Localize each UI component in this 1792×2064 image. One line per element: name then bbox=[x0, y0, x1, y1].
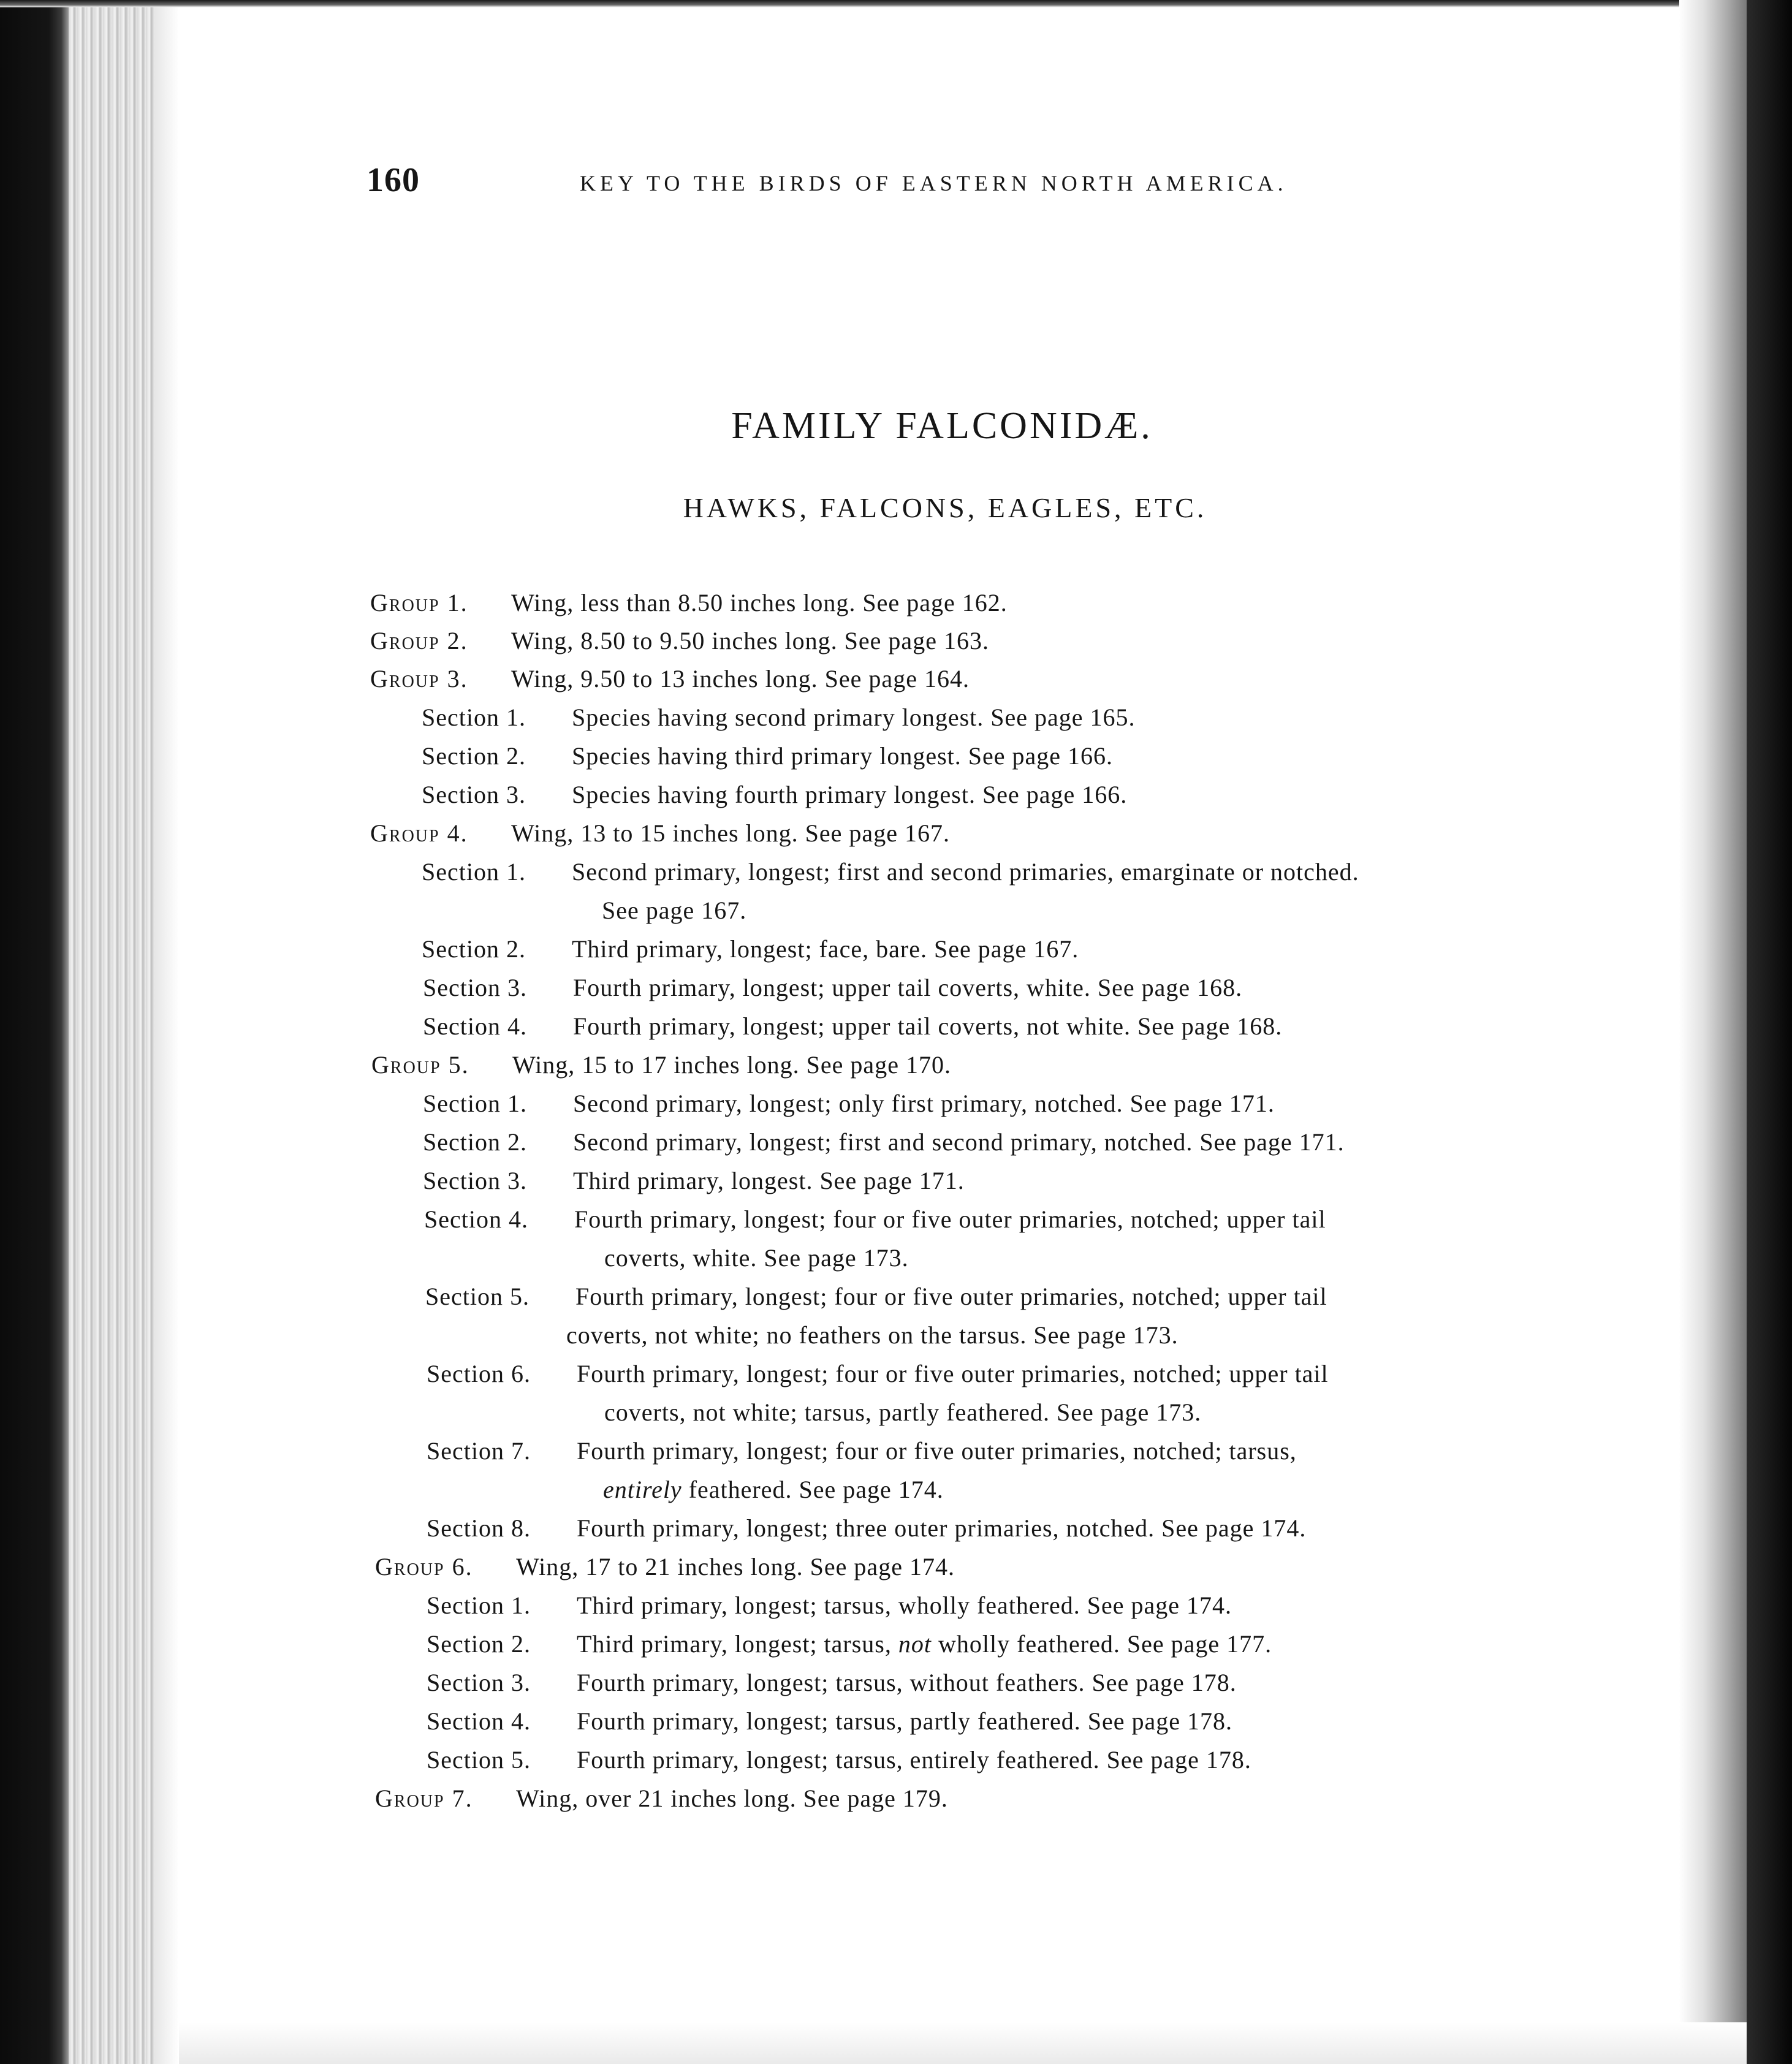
key-entry-section bbox=[422, 739, 1113, 773]
key-entry-section bbox=[422, 778, 1127, 812]
key-entry-section bbox=[423, 1009, 1282, 1044]
key-entry-continuation: See page 167. bbox=[602, 897, 747, 924]
key-text: Fourth primary, longest; four or five outer primaries, notched; upper tail bbox=[574, 1205, 1326, 1233]
key-text: Second primary, longest; first and second primary, notched. See page 171. bbox=[573, 1128, 1345, 1156]
key-text-italic: entirely bbox=[603, 1476, 682, 1503]
key-label: Section 3. bbox=[422, 781, 526, 808]
key-text: Wing, 17 to 21 inches long. See page 174. bbox=[516, 1553, 955, 1580]
key-text-italic: not bbox=[898, 1630, 932, 1658]
key-entry-section bbox=[427, 1704, 1232, 1739]
key-text: Third primary, longest. See page 171. bbox=[573, 1167, 965, 1194]
key-text: Wing, less than 8.50 inches long. See page 162. bbox=[511, 589, 1008, 617]
key-entry-section bbox=[427, 1357, 1329, 1391]
key-label: Section 2. bbox=[427, 1630, 531, 1658]
key-text: Wing, 13 to 15 inches long. See page 167. bbox=[511, 819, 950, 847]
key-label: Section 3. bbox=[423, 1167, 527, 1194]
key-entry-section bbox=[423, 1125, 1345, 1159]
key-label: Section 4. bbox=[427, 1707, 531, 1735]
key-entry-section bbox=[423, 1164, 965, 1198]
key-text: feathered. See page 174. bbox=[681, 1476, 944, 1503]
key-entry-section bbox=[427, 1511, 1306, 1546]
key-entry-group bbox=[371, 1048, 951, 1082]
family-title: FAMILY FALCONIDÆ. bbox=[731, 405, 1153, 447]
key-label: Section 3. bbox=[427, 1669, 531, 1696]
key-entry-section bbox=[423, 971, 1242, 1005]
key-text: Fourth primary, longest; four or five outer primaries, notched; upper tail bbox=[577, 1360, 1329, 1387]
key-entry-section bbox=[422, 700, 1136, 735]
key-label: Group 5. bbox=[371, 1051, 469, 1079]
key-text: Species having fourth primary longest. See page 166. bbox=[572, 781, 1128, 808]
key-label: Section 4. bbox=[423, 1012, 527, 1040]
family-subtitle: HAWKS, FALCONS, EAGLES, ETC. bbox=[683, 492, 1207, 523]
key-text: Fourth primary, longest; four or five outer primaries, notched; upper tail bbox=[575, 1283, 1327, 1310]
key-text: Third primary, longest; face, bare. See page 167. bbox=[572, 935, 1079, 963]
key-text: Species having third primary longest. See page 166. bbox=[572, 742, 1114, 770]
key-entry-group bbox=[370, 624, 989, 658]
key-entry-section bbox=[427, 1434, 1297, 1468]
page-number: 160 bbox=[366, 161, 420, 199]
key-label: Section 5. bbox=[427, 1746, 531, 1774]
key-entry-group bbox=[370, 586, 1008, 620]
key-entry-continuation: coverts, not white; no feathers on the tarsus. See page 173. bbox=[566, 1321, 1179, 1349]
key-entry-section bbox=[427, 1627, 1272, 1661]
key-text: Wing, over 21 inches long. See page 179. bbox=[516, 1785, 948, 1812]
key-entry-continuation bbox=[603, 1473, 944, 1507]
running-title: KEY TO THE BIRDS OF EASTERN NORTH AMERICA. bbox=[580, 171, 1288, 195]
key-label: Section 2. bbox=[422, 742, 526, 770]
key-text: Wing, 9.50 to 13 inches long. See page 164. bbox=[511, 665, 970, 692]
key-label: Section 7. bbox=[427, 1437, 531, 1465]
key-text: Fourth primary, longest; three outer primaries, notched. See page 174. bbox=[577, 1514, 1307, 1542]
key-entry-section bbox=[424, 1202, 1326, 1237]
key-label: Group 4. bbox=[370, 819, 468, 847]
key-text: Third primary, longest; tarsus, wholly feathered. See page 174. bbox=[577, 1592, 1232, 1619]
key-entry-section bbox=[425, 1280, 1327, 1314]
key-entry-section bbox=[427, 1743, 1251, 1777]
key-entry-continuation: coverts, not white; tarsus, partly feathered. See page 173. bbox=[604, 1398, 1202, 1426]
key-entry-section bbox=[427, 1588, 1232, 1623]
key-label: Section 4. bbox=[424, 1205, 528, 1233]
key-entry-group bbox=[370, 816, 950, 851]
key-label: Section 1. bbox=[422, 704, 526, 731]
key-label: Section 3. bbox=[423, 974, 527, 1001]
key-label: Section 1. bbox=[423, 1090, 527, 1117]
key-label: Section 5. bbox=[425, 1283, 530, 1310]
key-text: Wing, 15 to 17 inches long. See page 170. bbox=[512, 1051, 951, 1079]
key-entry-group bbox=[375, 1781, 948, 1816]
key-entry-section bbox=[427, 1666, 1237, 1700]
key-label: Group 7. bbox=[375, 1785, 473, 1812]
key-label: Group 2. bbox=[370, 627, 468, 654]
key-label: Group 6. bbox=[375, 1553, 473, 1580]
key-text: Fourth primary, longest; upper tail coverts, white. See page 168. bbox=[573, 974, 1243, 1001]
key-text: wholly feathered. See page 177. bbox=[932, 1630, 1272, 1658]
key-text: Third primary, longest; tarsus, bbox=[577, 1630, 898, 1658]
key-entry-section bbox=[423, 1087, 1275, 1121]
key-entry-group bbox=[375, 1550, 955, 1584]
key-label: Section 8. bbox=[427, 1514, 531, 1542]
key-label: Section 1. bbox=[427, 1592, 531, 1619]
key-text: Fourth primary, longest; tarsus, entirely feathered. See page 178. bbox=[577, 1746, 1251, 1774]
key-text: Wing, 8.50 to 9.50 inches long. See page 163. bbox=[511, 627, 989, 654]
key-text: Second primary, longest; first and second primaries, emarginate or notched. bbox=[572, 858, 1359, 886]
key-label: Section 2. bbox=[422, 935, 526, 963]
key-text: Species having second primary longest. See page 165. bbox=[572, 704, 1136, 731]
key-text: Fourth primary, longest; tarsus, partly feathered. See page 178. bbox=[577, 1707, 1233, 1735]
key-label: Group 1. bbox=[370, 589, 468, 617]
key-label: Group 3. bbox=[370, 665, 468, 692]
key-entry-group bbox=[370, 662, 970, 696]
key-text: Fourth primary, longest; upper tail coverts, not white. See page 168. bbox=[573, 1012, 1283, 1040]
key-entry-section bbox=[422, 855, 1359, 889]
key-entry-continuation: coverts, white. See page 173. bbox=[604, 1244, 909, 1272]
key-label: Section 1. bbox=[422, 858, 526, 886]
key-label: Section 2. bbox=[423, 1128, 527, 1156]
key-entry-section bbox=[422, 932, 1079, 966]
key-text: Fourth primary, longest; four or five outer primaries, notched; tarsus, bbox=[577, 1437, 1297, 1465]
key-label: Section 6. bbox=[427, 1360, 531, 1387]
key-text: Fourth primary, longest; tarsus, without feathers. See page 178. bbox=[577, 1669, 1237, 1696]
key-text: Second primary, longest; only first primary, notched. See page 171. bbox=[573, 1090, 1275, 1117]
